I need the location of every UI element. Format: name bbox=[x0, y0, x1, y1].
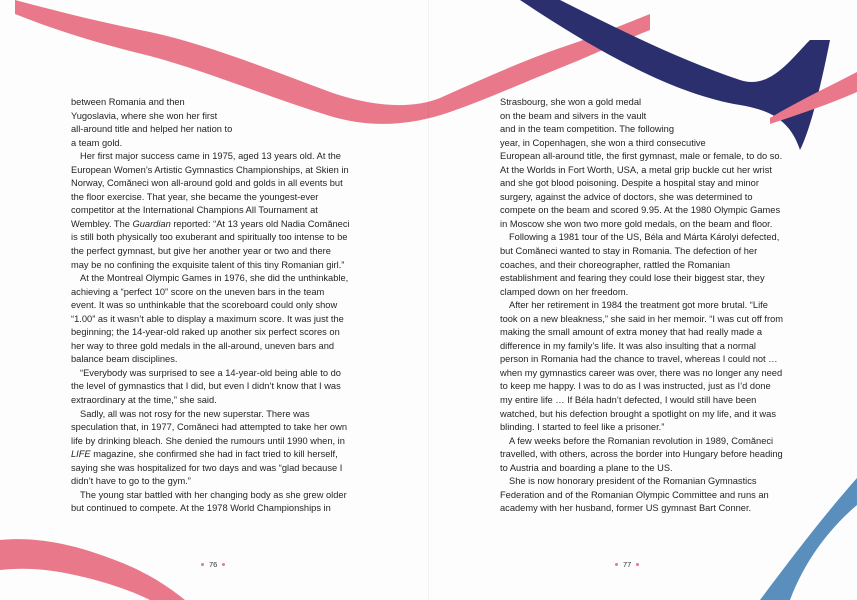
dot-icon bbox=[201, 563, 204, 566]
text-line: Yugoslavia, where she won her first bbox=[71, 110, 218, 121]
paragraph-5: She is now honorary president of the Romanian Gymnastics Federation and of the Romanian Olympic Committee and runs an academy with her husband, former US gymnast Bart Conner. bbox=[500, 476, 769, 514]
text-line: a team gold. bbox=[71, 137, 123, 148]
paragraph-text: Her first major success came in 1975, aged 13 years old. At the European Women’s Artistic Gymnastics Championships, at Skien in Norway, Comăneci won all-around gold and golds in all events but the floor exercise. That year, she became the youngest-ever competitor at the International Champions All Tournament at Wembley. The bbox=[71, 151, 349, 229]
page-gutter bbox=[428, 0, 429, 600]
page-number-left bbox=[201, 560, 225, 569]
paragraph-4: A few weeks before the Romanian revolution in 1989, Comăneci travelled, with others, across the border into Hungary before heading to Austria and boarding a plane to the US. bbox=[500, 435, 783, 473]
text-line: Strasbourg, she won a gold medal bbox=[500, 97, 642, 107]
dot-icon bbox=[222, 563, 225, 566]
pink-ribbon-bottom bbox=[0, 539, 185, 600]
italic-publication: Guardian bbox=[132, 218, 171, 229]
text-line: year, in Copenhagen, she won a third consecutive bbox=[500, 137, 706, 148]
paragraph-text-after: reported: “At 13 years old Nadia Comăneci is still both physically too exuberant and spiritually too intense to be the perfect gymnast, but give her another year or two and there may be no confining the exquisite talent of this tiny Romanian girl.” bbox=[71, 218, 350, 270]
paragraph-6: The young star battled with her changing body as she grew older but continued to compete. At the 1978 World Championships in bbox=[71, 489, 347, 514]
text-line: and in the team competition. The following bbox=[500, 124, 674, 135]
left-page-text bbox=[71, 96, 351, 516]
paragraph-2 bbox=[71, 150, 351, 272]
text-line: all-around title and helped her nation to bbox=[71, 124, 233, 135]
page-number: 76 bbox=[209, 560, 218, 569]
dot-icon bbox=[615, 563, 618, 566]
right-page-text bbox=[500, 96, 785, 516]
dot-icon bbox=[636, 563, 639, 566]
text-line: between Romania and then bbox=[71, 97, 185, 107]
paragraph-1 bbox=[71, 96, 351, 150]
paragraph-3: After her retirement in 1984 the treatment got more brutal. “Life took on a new bleakness,” she said in her memoir. “I was cut off from making the small amount of extra money that had really made a difference in my family’s life. It was also insulting that a normal person in Romania had the chance to travel, whereas I could not … when my gymnastics career was over, there was no longer any need to keep me happy. I was to do as I was instructed, just as I’d done my entire life … If Béla hadn’t defected, I would still have been watched, but his defection brought a spotlight on my life, and it was blinding. I started to feel like a prisoner.” bbox=[500, 300, 783, 433]
paragraph-text-after: magazine, she confirmed she had in fact tried to kill herself, saying she was hospitalized for two days and was “glad because I didn’t have to go to the gym.” bbox=[71, 449, 343, 487]
paragraph-text: Sadly, all was not rosy for the new superstar. There was speculation that, in 1977, Comăneci had attempted to take her own life by drinking bleach. She denied the rumours until 1990 when, in bbox=[71, 408, 347, 446]
paragraph-1 bbox=[500, 96, 785, 231]
page-number-right bbox=[615, 560, 639, 569]
page-number: 77 bbox=[623, 560, 632, 569]
text-line: on the beam and silvers in the vault bbox=[500, 110, 647, 121]
italic-publication: LIFE bbox=[71, 449, 91, 460]
paragraph-3: At the Montreal Olympic Games in 1976, she did the unthinkable, achieving a “perfect 10” score on the uneven bars in the team event. It was so unthinkable that the scoreboard could only show “1.00” as it wasn’t able to display a maximum score. It was just the beginning; the 14-year-old raked up another six perfect scores on her way to three gold medals in the all-around, uneven bars and balance beam disciplines. bbox=[71, 273, 349, 365]
paragraph-text: European all-around title, the first gymnast, male or female, to do so. At the Worlds in Fort Worth, USA, a metal grip buckle cut her wrist and she got blood poisoning. Despite a hospital stay and minor surgery, against the advice of doctors, she was determined to compete on the beam and scored 9.95. At the 1980 Olympic Games in Moscow she won two more gold medals, on the beam and floor. bbox=[500, 151, 783, 229]
paragraph-2: Following a 1981 tour of the US, Béla and Márta Károlyi defected, but Comăneci wanted to stay in Romania. The defection of her coaches, and their choreographer, rattled the Romanian establishment and fearing they could lose their biggest star, they clamped down on her freedom. bbox=[500, 232, 780, 297]
paragraph-4: “Everybody was surprised to see a 14-year-old being able to do the level of gymnastics that I did, but even I didn’t know that I was extraordinary at the time,” she said. bbox=[71, 367, 341, 406]
paragraph-5 bbox=[71, 408, 351, 489]
